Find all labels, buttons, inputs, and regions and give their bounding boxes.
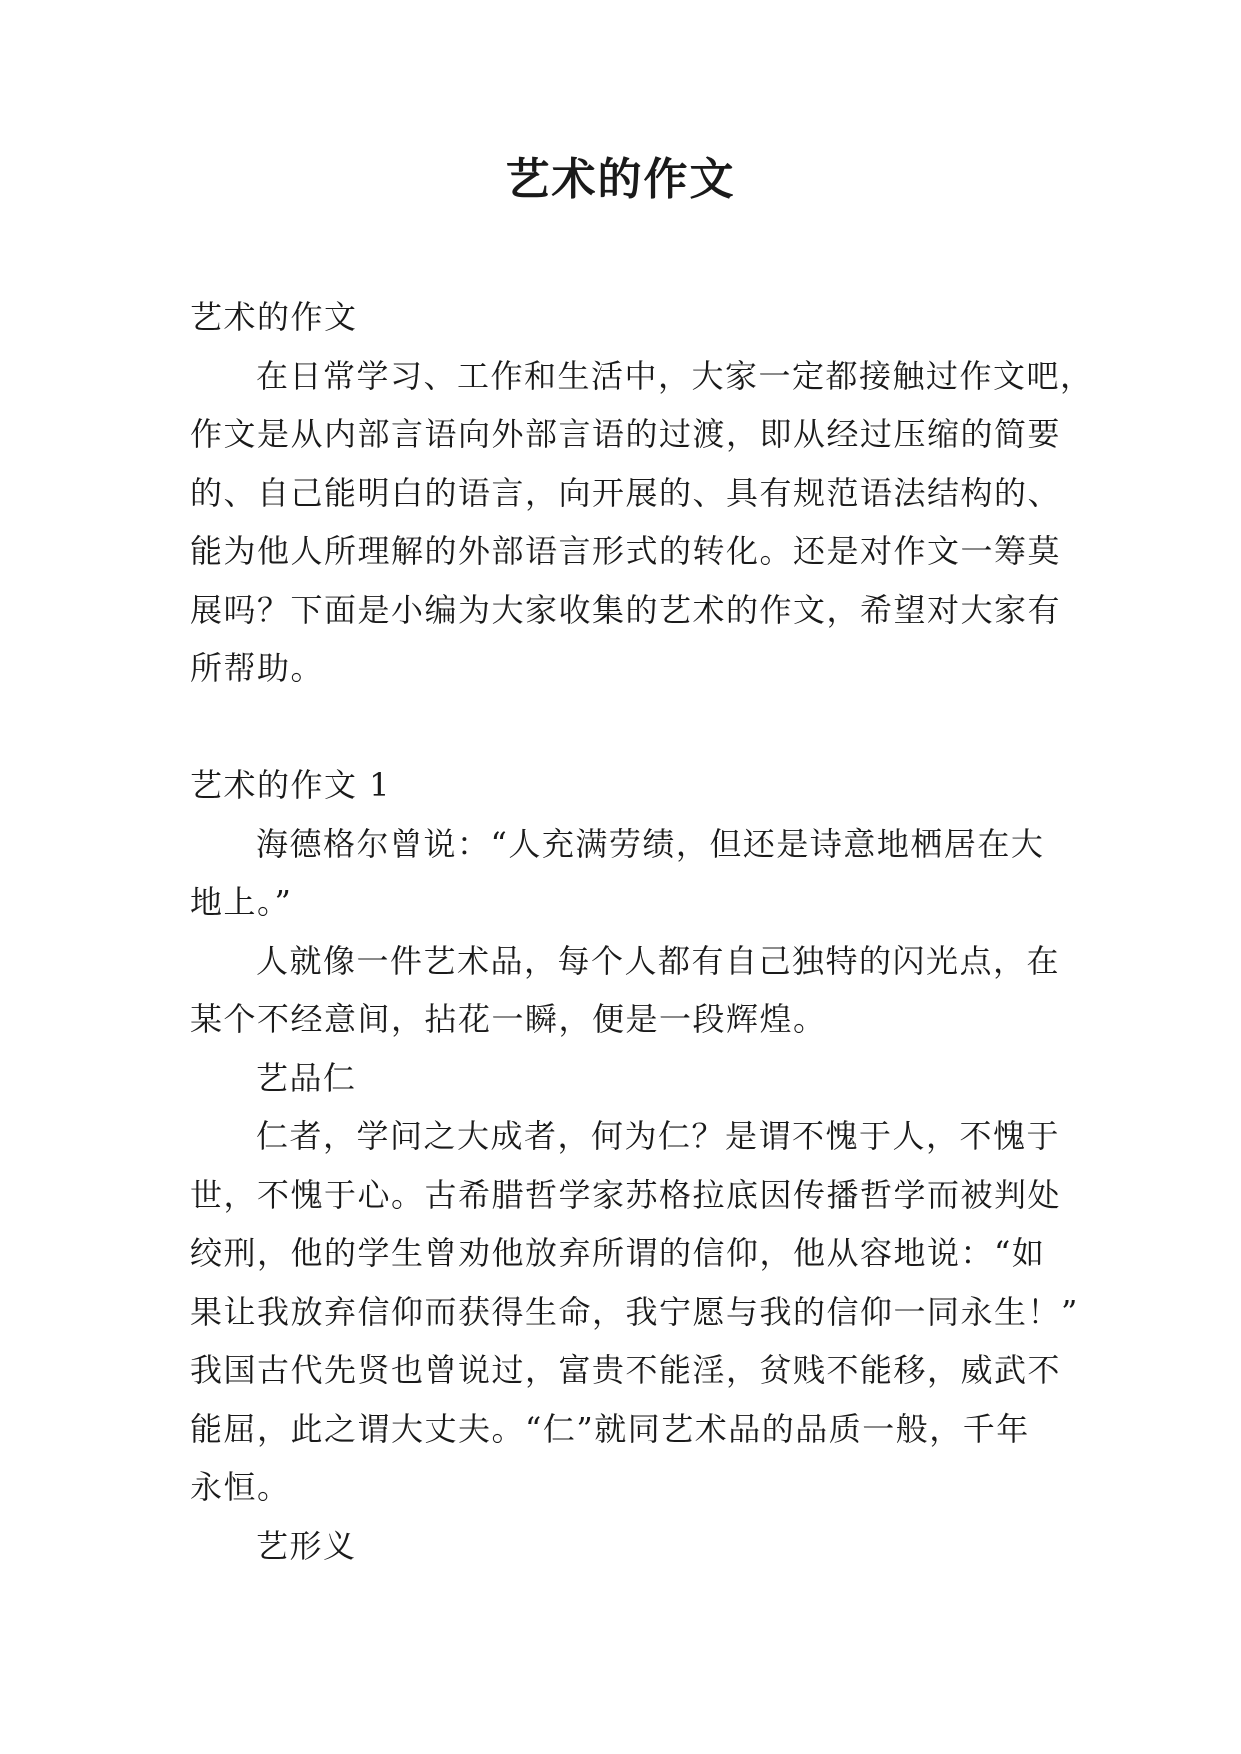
paragraph-line: 能为他人所理解的外部语言形式的转化。还是对作文一筹莫 bbox=[190, 532, 1062, 570]
paragraph-line: 能屈，此之谓大丈夫。“仁”就同艺术品的品质一般，千年 bbox=[190, 1409, 1030, 1448]
section-heading: 艺术的作文 1 bbox=[190, 766, 392, 804]
paragraph-line: 地上。” bbox=[190, 883, 293, 921]
paragraph-line: 作文是从内部言语向外部言语的过渡，即从经过压缩的简要 bbox=[190, 415, 1062, 453]
paragraph-line: 海德格尔曾说：“人充满劳绩，但还是诗意地栖居在大 bbox=[256, 824, 1045, 863]
paragraph-line: 某个不经意间，拈花一瞬，便是一段辉煌。 bbox=[190, 1000, 827, 1038]
paragraph-line: 在日常学习、工作和生活中，大家一定都接触过作文吧， bbox=[256, 356, 1094, 395]
subheading: 艺品仁 bbox=[256, 1058, 357, 1097]
paragraph-line: 仁者，学问之大成者，何为仁？是谓不愧于人，不愧于 bbox=[256, 1117, 1061, 1155]
paragraph-line: 我国古代先贤也曾说过，富贵不能淫，贫贱不能移，威武不 bbox=[190, 1351, 1062, 1389]
paragraph-gap bbox=[190, 698, 1060, 757]
paragraph-line: 人就像一件艺术品，每个人都有自己独特的闪光点，在 bbox=[256, 941, 1061, 980]
paragraph-line: 所帮助。 bbox=[190, 649, 325, 687]
paragraph-line: 永恒。 bbox=[190, 1468, 291, 1506]
section-heading: 艺术的作文 bbox=[190, 298, 358, 336]
paragraph-line: 世，不愧于心。古希腊哲学家苏格拉底因传播哲学而被判处 bbox=[190, 1175, 1062, 1214]
paragraph-line: 的、自己能明白的语言，向开展的、具有规范语法结构的、 bbox=[190, 473, 1062, 512]
document-body bbox=[190, 288, 1094, 1575]
paragraph-line: 绞刑，他的学生曾劝他放弃所谓的信仰，他从容地说：“如 bbox=[190, 1234, 1046, 1272]
paragraph-line: 果让我放弃信仰而获得生命，我宁愿与我的信仰一同永生！” bbox=[190, 1292, 1079, 1331]
document-title: 艺术的作文 bbox=[505, 154, 736, 205]
paragraph-line: 展吗？下面是小编为大家收集的艺术的作文，希望对大家有 bbox=[190, 590, 1062, 629]
subheading: 艺形义 bbox=[256, 1526, 357, 1565]
